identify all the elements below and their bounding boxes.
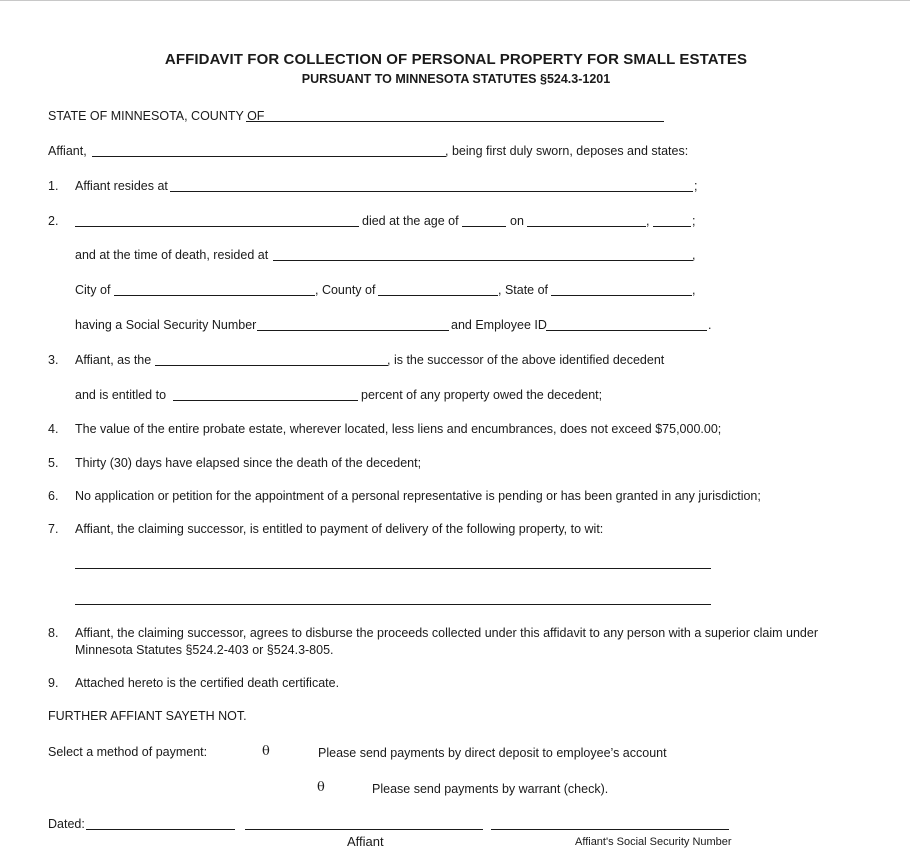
city-field[interactable] — [114, 295, 315, 296]
item-8-number: 8. — [48, 626, 59, 640]
item-4-number: 4. — [48, 422, 59, 436]
further-affiant-text: FURTHER AFFIANT SAYETH NOT. — [48, 709, 247, 723]
affiant-sworn-text: , being first duly sworn, deposes and states: — [445, 144, 689, 158]
employee-id-field[interactable] — [546, 330, 707, 331]
state-field[interactable] — [551, 295, 692, 296]
item-7-number: 7. — [48, 522, 59, 536]
item-4-text: The value of the entire probate estate, wherever located, less liens and encumbrances, does not exceed $75,000.00; — [75, 422, 722, 436]
percent-field[interactable] — [173, 400, 358, 401]
successor-text: , is the successor of the above identified decedent — [387, 353, 665, 367]
county-field[interactable] — [246, 121, 664, 122]
item-5-number: 5. — [48, 456, 59, 470]
item-5-text: Thirty (30) days have elapsed since the death of the decedent; — [75, 456, 422, 470]
entitled-label: and is entitled to — [75, 388, 167, 402]
death-date-field[interactable] — [527, 226, 646, 227]
state-county-label: STATE OF MINNESOTA, COUNTY OF — [48, 109, 265, 123]
affiant-signature-field[interactable] — [245, 829, 483, 830]
employee-id-label: and Employee ID — [451, 318, 547, 332]
percent-text: percent of any property owed the decedent; — [361, 388, 603, 402]
state-label: , State of — [498, 283, 549, 297]
item-9-number: 9. — [48, 676, 59, 690]
relationship-field[interactable] — [155, 365, 388, 366]
ssn-line-end: . — [708, 318, 712, 332]
date-comma: , — [646, 214, 650, 228]
property-description-field-1[interactable] — [75, 568, 711, 569]
county-label: , County of — [315, 283, 376, 297]
dated-label: Dated: — [48, 817, 85, 831]
item-3-number: 3. — [48, 353, 59, 367]
affiant-signature-label: Affiant — [347, 834, 384, 849]
resided-label: and at the time of death, resided at — [75, 248, 269, 262]
item-1-label: Affiant resides at — [75, 179, 168, 193]
payment-method-label: Select a method of payment: — [48, 745, 208, 759]
affiant-residence-field[interactable] — [170, 191, 693, 192]
affiant-as-label: Affiant, as the — [75, 353, 152, 367]
item-9-text: Attached hereto is the certified death certificate. — [75, 676, 340, 690]
resided-end: , — [692, 248, 696, 262]
decedent-name-field[interactable] — [75, 226, 359, 227]
direct-deposit-radio[interactable]: θ — [262, 744, 270, 759]
decedent-ssn-field[interactable] — [257, 330, 449, 331]
item-2-end: ; — [692, 214, 696, 228]
affiant-label: Affiant, — [48, 144, 87, 158]
dated-field[interactable] — [86, 829, 235, 830]
document-subtitle: PURSUANT TO MINNESOTA STATUTES §524.3-1201 — [301, 72, 611, 86]
affiant-name-field[interactable] — [92, 156, 446, 157]
died-age-label: died at the age of — [362, 214, 459, 228]
age-field[interactable] — [462, 226, 506, 227]
document-title: AFFIDAVIT FOR COLLECTION OF PERSONAL PROPERTY FOR SMALL ESTATES — [164, 51, 748, 68]
item-1-number: 1. — [48, 179, 59, 193]
decedent-residence-field[interactable] — [273, 260, 693, 261]
item-2-number: 2. — [48, 214, 59, 228]
direct-deposit-option-label: Please send payments by direct deposit to employee’s account — [318, 746, 667, 760]
item-8-text-line-1: Affiant, the claiming successor, agrees to disburse the proceeds collected under this affidavit to any person with a superior claim under — [75, 626, 818, 640]
affiant-ssn-field[interactable] — [491, 829, 729, 830]
on-label: on — [510, 214, 524, 228]
warrant-check-option-label: Please send payments by warrant (check). — [372, 782, 609, 796]
item-8-text-line-2: Minnesota Statutes §524.2-403 or §524.3-805. — [75, 643, 334, 657]
decedent-county-field[interactable] — [378, 295, 498, 296]
item-6-text: No application or petition for the appointment of a personal representative is pending or has been granted in any jurisdiction; — [75, 489, 761, 503]
warrant-check-radio[interactable]: θ — [317, 780, 325, 795]
property-description-field-2[interactable] — [75, 604, 711, 605]
item-6-number: 6. — [48, 489, 59, 503]
affiant-ssn-label: Affiant's Social Security Number — [575, 836, 732, 848]
item-7-text: Affiant, the claiming successor, is entitled to payment of delivery of the following property, to wit: — [75, 522, 604, 536]
page-top-border — [0, 0, 910, 1]
city-line-end: , — [692, 283, 696, 297]
city-label: City of — [75, 283, 111, 297]
ssn-label: having a Social Security Number — [75, 318, 257, 332]
item-1-end: ; — [694, 179, 698, 193]
death-year-field[interactable] — [653, 226, 691, 227]
